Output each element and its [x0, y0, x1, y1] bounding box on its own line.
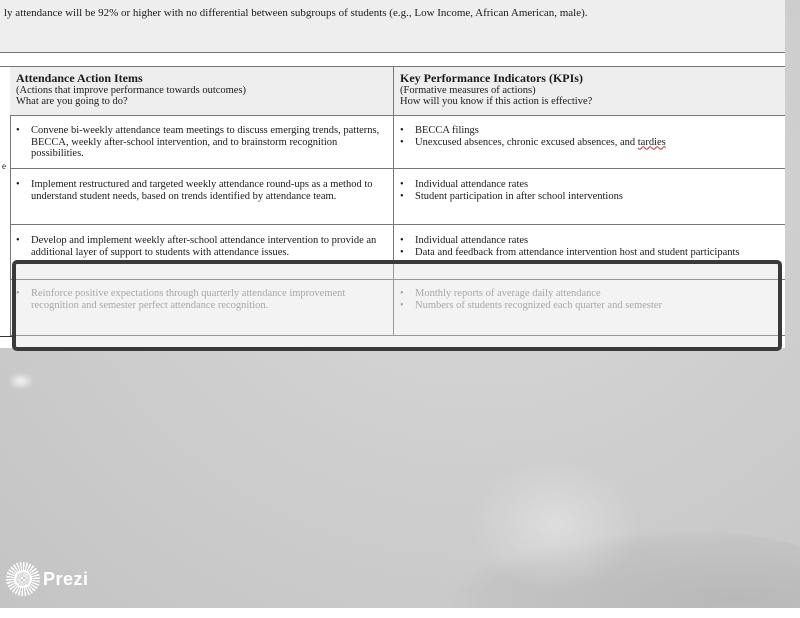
goal-text: ly attendance will be 92% or higher with no differential between subgroups of students (e.g., Low Income, African American, male).: [4, 7, 588, 19]
action-text: Convene bi-weekly attendance team meetings to discuss emerging trends, patterns, BECCA, weekly after-school intervention, and to brainstorm recognition possibilities.: [31, 125, 380, 159]
background-blob: [8, 372, 34, 390]
spacer-row: [0, 53, 785, 67]
header-actions-sub2: What are you going to do?: [16, 96, 128, 107]
header-kpis: [400, 72, 780, 107]
prezi-logo-icon: [6, 562, 40, 596]
kpi-text: Numbers of students recognized each quarter and semester: [415, 299, 662, 311]
bottom-band: [0, 608, 800, 618]
frame-highlight[interactable]: [12, 260, 782, 351]
action-text: Develop and implement weekly after-school attendance intervention to provide an additional layer of support to students with attendance issues.: [31, 235, 377, 258]
table-header: [10, 67, 785, 116]
kpi-text: Unexcused absences, chronic excused absences, and tardies: [415, 136, 666, 148]
prezi-logo[interactable]: [6, 562, 89, 596]
kpi-text: Data and feedback from attendance intervention host and student participants: [415, 246, 740, 258]
header-kpis-title: Key Performance Indicators (KPIs): [400, 71, 583, 85]
table-row: [10, 116, 785, 169]
action-cell: • Implement restructured and targeted weekly attendance round-ups as a method to understand student needs, based on trends identified by attendance team.: [16, 179, 391, 202]
action-cell: • Develop and implement weekly after-school attendance intervention to provide an additional layer of support to students with attendance issues.: [16, 235, 391, 258]
kpi-cell: • Individual attendance rates • Student participation in after school interventions: [400, 179, 623, 202]
table-row: [10, 169, 785, 225]
header-actions-title: Attendance Action Items: [16, 71, 143, 85]
action-cell: • Convene bi-weekly attendance team meetings to discuss emerging trends, patterns, BECCA, weekly after-school intervention, and to brainstorm recognition possibilities.: [16, 125, 391, 160]
kpi-cell: • Individual attendance rates • Data and feedback from attendance intervention host and student participants: [400, 235, 740, 258]
kpi-cell: • BECCA filings • Unexcused absences, chronic excused absences, and tardies: [400, 125, 666, 148]
action-cell: • Reinforce positive expectations through quarterly attendance improvement recognition and semester perfect attendance recognition.: [16, 288, 391, 311]
prezi-logo-text: Prezi: [43, 568, 89, 589]
header-kpis-sub1: (Formative measures of actions): [400, 85, 536, 96]
table-bottom-line: [0, 336, 12, 337]
kpi-text: Individual attendance rates: [415, 179, 529, 190]
kpi-text: Monthly reports of average daily attendance: [415, 288, 601, 299]
header-actions-sub1: (Actions that improve performance towards outcomes): [16, 85, 247, 96]
background-glow: [470, 460, 640, 590]
goal-section: [0, 0, 785, 53]
action-text: Implement restructured and targeted weekly attendance round-ups as a method to understand student needs, based on trends identified by attendance team.: [31, 179, 373, 202]
kpi-text: Student participation in after school interventions: [415, 190, 623, 202]
header-actions: [16, 72, 391, 107]
kpi-cell: • Monthly reports of average daily attendance • Numbers of students recognized each quarter and semester: [400, 288, 662, 311]
kpi-text: Individual attendance rates: [415, 235, 529, 246]
kpi-text: BECCA filings: [415, 125, 479, 136]
stub-text: e: [2, 161, 6, 171]
action-text: Reinforce positive expectations through quarterly attendance improvement recognition and semester perfect attendance recognition.: [31, 288, 346, 311]
header-kpis-sub2: How will you know if this action is effective?: [400, 96, 593, 107]
